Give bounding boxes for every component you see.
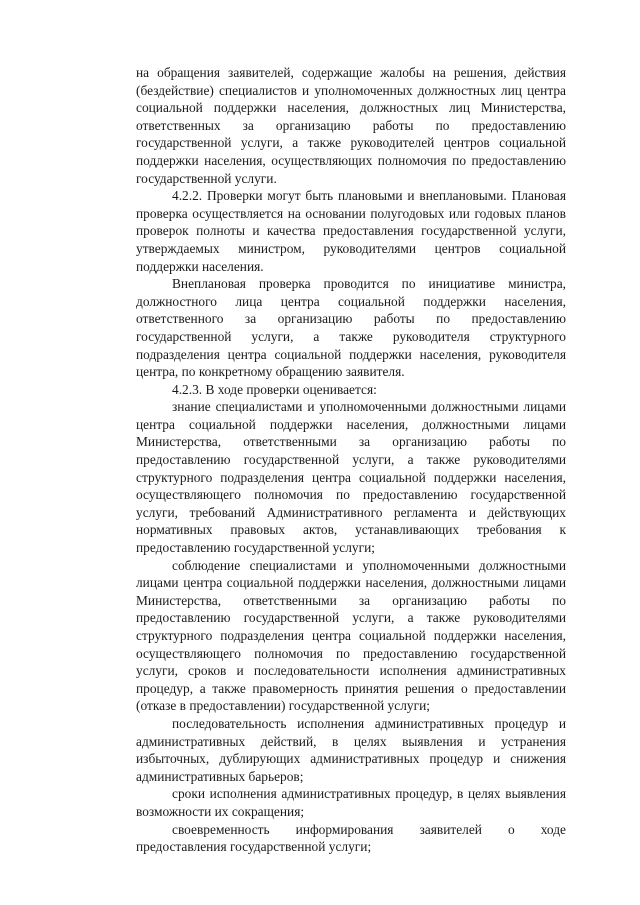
paragraph-timely-informing: своевременность информирования заявителей о ходе предоставления государственной услуги; [136,821,566,855]
paragraph-unscheduled-inspection: Внеплановая проверка проводится по инициативе министра, должностного лица центра социальной поддержки населения, ответственного за организацию работы по предоставлению государственной услуги, а также руководителя структурного подразделения центра социальной поддержки населения, руководителя центра, по конкретному обращению заявителя. [136,276,566,380]
paragraph-compliance-deadlines: соблюдение специалистами и уполномоченными должностными лицами центра социальной поддержки населения, должностными лицами Министерства, ответственными за организацию работы по предоставлению государственной услуги, а также руководителями структурного подразделения центра социальной поддержки населения, осуществляющего полномочия по предоставлению государственной услуги, сроков и последовательности исполнения административных процедур, а также правомерность принятия решения о предоставлении (отказе в предоставлении) государственной услуги; [136,557,566,714]
paragraph-procedure-sequence: последовательность исполнения административных процедур и административных действий, в целях выявления и устранения избыточных, дублирующих административных процедур и снижения административных барьеров; [136,715,566,784]
paragraph-4-2-2: 4.2.2. Проверки могут быть плановыми и внеплановыми. Плановая проверка осуществляется на основании полугодовых или годовых планов проверок полноты и качества предоставления государственной услуги, утверждаемых министром, руководителями центров социальной поддержки населения. [136,188,566,274]
document-page [136,64,566,856]
paragraph-execution-terms: сроки исполнения административных процедур, в целях выявления возможности их сокращения; [136,786,566,819]
paragraph-4-2-3: 4.2.3. В ходе проверки оценивается: [172,381,377,397]
paragraph-complaints-continuation: на обращения заявителей, содержащие жалобы на решения, действия (бездействие) специалистов и уполномоченных должностных лиц центра социальной поддержки населения, должностных лиц Министерства, ответственных за организацию работы по предоставлению государственной услуги, а также руководителей центров социальной поддержки населения, осуществляющих полномочия по предоставлению государственной услуги. [136,65,566,186]
paragraph-knowledge-requirements: знание специалистами и уполномоченными должностными лицами центра социальной поддержки населения, должностными лицами Министерства, ответственными за организацию работы по предоставлению государственной услуги, а также руководителями структурного подразделения центра социальной поддержки населения, осуществляющего полномочия по предоставлению государственной услуги, требований Административного регламента и действующих нормативных правовых актов, устанавливающих требования к предоставлению государственной услуги; [136,399,566,556]
